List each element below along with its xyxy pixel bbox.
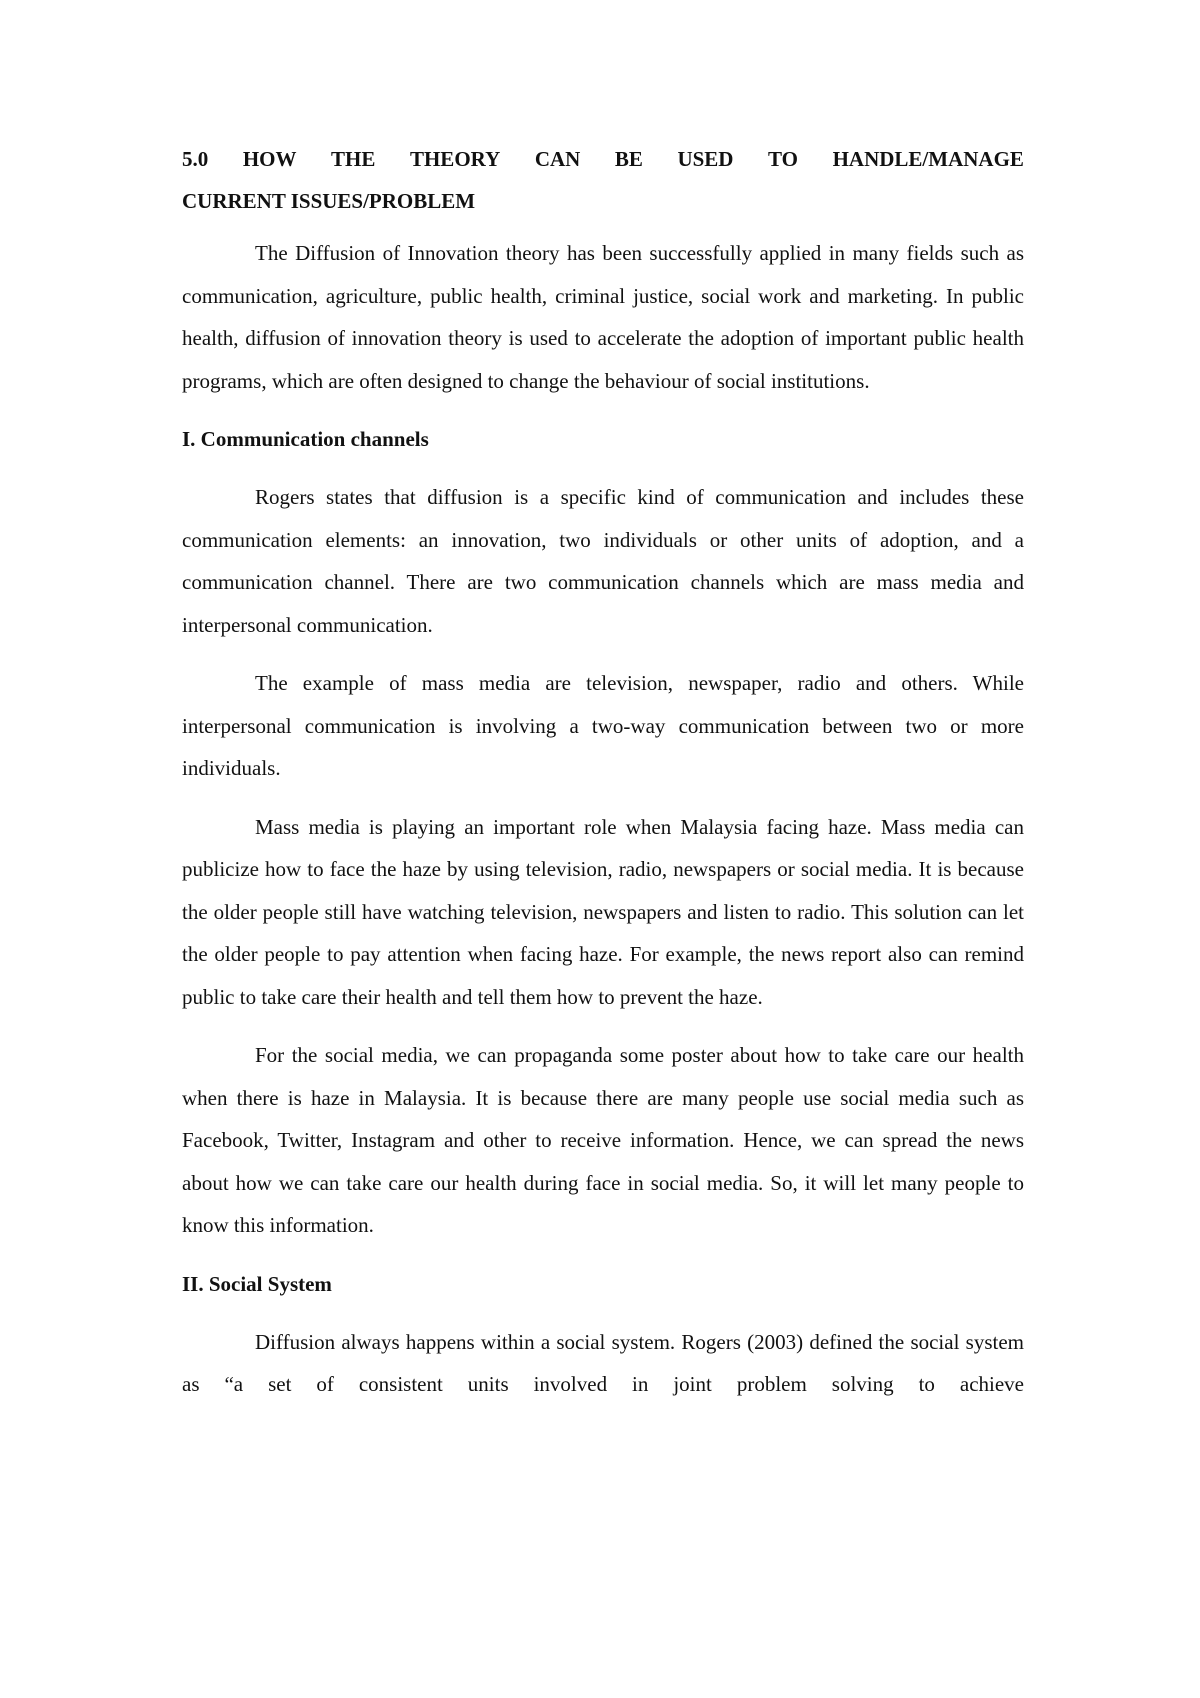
heading-word: CAN	[534, 147, 581, 171]
heading-word: USED	[677, 147, 734, 171]
body-paragraph: The example of mass media are television, newspaper, radio and others. While interpersonal communication is involving a two-way communication between two or more individuals.	[182, 671, 1024, 780]
heading-word: HANDLE/MANAGE	[832, 147, 1024, 171]
body-paragraph: For the social media, we can propaganda some poster about how to take care our health when there is haze in Malaysia. It is because there are many people use social media such as Facebook, Twitter, Instagram and other to receive information. Hence, we can spread the news about how we can take care our health during face in social media. So, it will let many people to know this information.	[182, 1043, 1024, 1237]
section-number: 5.0	[182, 147, 209, 171]
section-heading	[182, 138, 1024, 222]
heading-word: THE	[331, 147, 376, 171]
heading-word: TO	[768, 147, 799, 171]
heading-word: THEORY	[409, 147, 501, 171]
subsection-heading-communication: I. Communication channels	[182, 427, 429, 451]
heading-word: BE	[614, 147, 643, 171]
document-page	[182, 138, 1024, 1422]
subsection-heading-social-system: II. Social System	[182, 1271, 332, 1296]
body-paragraph: Diffusion always happens within a social system. Rogers (2003) defined the social system as “a set of consistent units involved in joint problem solving to achieve	[182, 1329, 1024, 1396]
heading-word: HOW	[242, 147, 297, 171]
intro-paragraph: The Diffusion of Innovation theory has been successfully applied in many fields such as communication, agriculture, public health, criminal justice, social work and marketing. In public health, diffusion of innovation theory is used to accelerate the adoption of important public health programs, which are often designed to change the behaviour of social institutions.	[182, 241, 1024, 393]
body-paragraph: Mass media is playing an important role when Malaysia facing haze. Mass media can publicize how to face the haze by using television, radio, newspapers or social media. It is because the older people still have watching television, newspapers and listen to radio. This solution can let the older people to pay attention when facing haze. For example, the news report also can remind public to take care their health and tell them how to prevent the haze.	[182, 814, 1024, 1009]
body-paragraph: Rogers states that diffusion is a specific kind of communication and includes these communication elements: an innovation, two individuals or other units of adoption, and a communication channel. There are two communication channels which are mass media and interpersonal communication.	[182, 485, 1024, 637]
section-heading-line-1	[182, 138, 1024, 180]
section-heading-line-2: CURRENT ISSUES/PROBLEM	[182, 189, 476, 213]
